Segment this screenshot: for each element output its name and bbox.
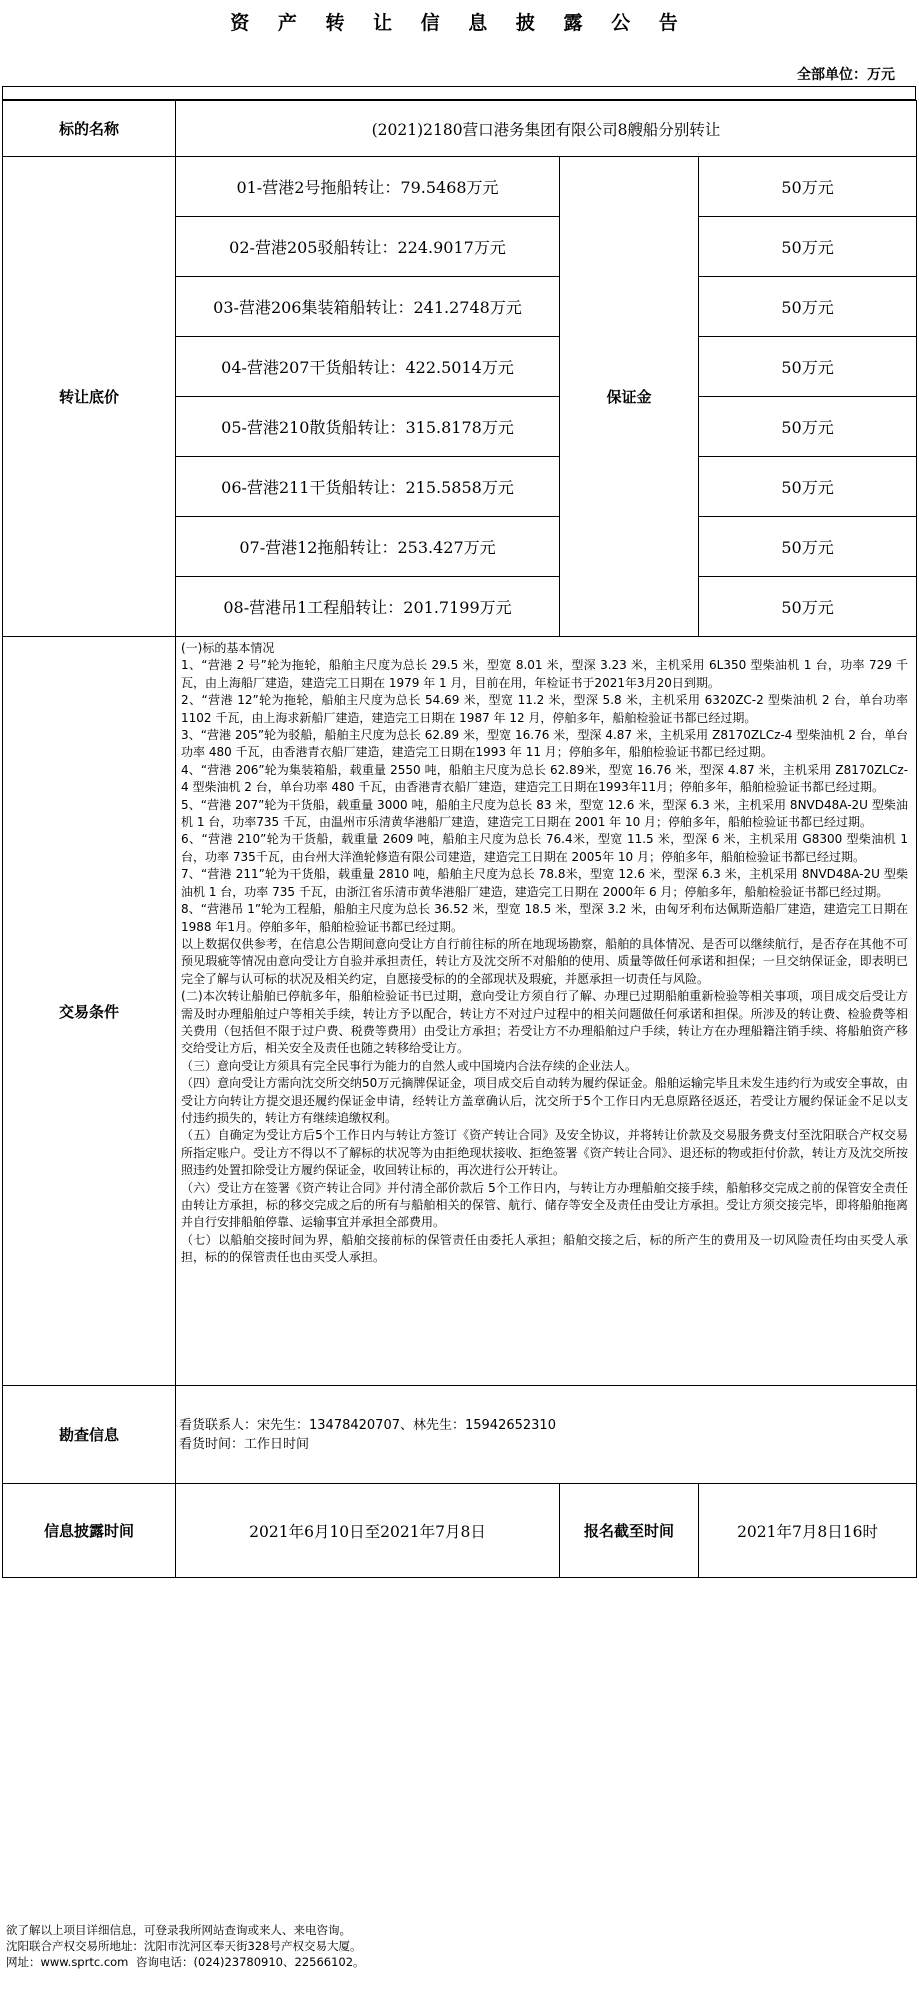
condition-paragraph: 3、“营港 205”轮为驳船，船舶主尺度为总长 62.89 米，型宽 16.76 米，型深 4.87 米，主机采用 Z8170ZLCz-4 型柴油机 2 台，单台功率 480 千瓦，由香港青衣船厂建造，建造完工日期在1993 年 11 月；停舶多年，船舶检验证书都已经过期。 — [181, 728, 909, 760]
subject-row — [3, 101, 917, 157]
condition-paragraph: (一)标的基本情况 — [181, 641, 275, 655]
condition-paragraph: 7、“营港 211”轮为干货船，载重量 2810 吨，船舶主尺度为总长 78.8米，型宽 12.6 米，型深 6.3 米，主机采用 8NVD48A-2U 型柴油机 1 台，功率 735 千瓦，由浙江省乐清市黄华港船厂建造，建造完工日期在 2000年 6 月；停舶多年，船舶检验证书都已经过期。 — [181, 867, 909, 899]
footer-website: 网址：www.sprtc.com — [6, 1955, 129, 1969]
lot-deposit: 50万元 — [699, 517, 917, 577]
survey-text — [176, 1386, 917, 1484]
page-title: 资 产 转 让 信 息 披 露 公 告 — [230, 12, 689, 34]
lot-item: 02-营港205驳船转让：224.9017万元 — [176, 217, 560, 277]
disclosure-label: 信息披露时间 — [3, 1484, 176, 1578]
lot-item: 08-营港吊1工程船转让：201.7199万元 — [176, 577, 560, 637]
lot-deposit: 50万元 — [699, 337, 917, 397]
announcement-table — [2, 100, 917, 1578]
unit-note: 全部单位：万元 — [797, 67, 895, 83]
condition-paragraph: （五）自确定为受让方后5个工作日内与转让方签订《资产转让合同》及安全协议，并将转让价款及交易服务费支付至沈阳联合产权交易所指定账户。受让方不得以不了解标的状况等为由拒绝现状接收、拒绝签署《资产转让合同》、退还标的物或拒付价款，转让方及沈交所按照违约处置扣除受让方履约保证金，收回转让标的，再次进行公开转让。 — [181, 1128, 909, 1178]
condition-paragraph: （六）受让方在签署《资产转让合同》并付清全部价款后 5个工作日内，与转让方办理船舶交接手续，船舶移交完成之前的保管安全责任由转让方承担，标的移交完成之后的所有与船舶相关的保管、航行、储存等安全及责任由受让方承担。受让方须交接完毕，即将船舶拖离并自行安排船舶停靠、运输事宜并承担全部费用。 — [181, 1180, 909, 1230]
deposit-label: 保证金 — [560, 157, 699, 637]
condition-paragraph: 8、“营港吊 1”轮为工程船，船舶主尺度为总长 36.52 米，型宽 18.5 米，型深 3.2 米，由匈牙利布达佩斯造船厂建造，建造完工日期在 1988 年1月。停舶多年，船舶检验证书都已经过期。 — [181, 902, 909, 934]
footer-phone: 咨询电话：(024)23780910、22566102。 — [136, 1955, 365, 1969]
lot-item: 06-营港211干货船转让：215.5858万元 — [176, 457, 560, 517]
subject-value: (2021)2180营口港务集团有限公司8艘船分别转让 — [176, 101, 917, 157]
lot-deposit: 50万元 — [699, 217, 917, 277]
condition-paragraph: 5、“营港 207”轮为干货船，载重量 3000 吨，船舶主尺度为总长 83 米，型宽 12.6 米，型深 6.3 米，主机采用 8NVD48A-2U 型柴油机 1 台，功率735 千瓦，由温州市乐清黄华港船厂建造，建造完工日期在 2001 年 10 月；停舶多年，船舶检验证书都已经过期。 — [181, 797, 909, 830]
condition-paragraph: 以上数据仅供参考，在信息公告期间意向受让方自行前往标的所在地现场勘察，船舶的具体情况、是否可以继续航行，是否存在其他不可预见瑕疵等情况由意向受让方自验并承担责任，转让方及沈交所不对船舶的使用、质量等做任何承诺和担保；一旦交纳保证金，即表明已完全了解与认可标的状况及相关约定，自愿接受标的的全部现状及瑕疵，并愿承担一切责任与风险。 — [181, 936, 909, 986]
lot-deposit: 50万元 — [699, 457, 917, 517]
lot-item: 03-营港206集装箱船转让：241.2748万元 — [176, 277, 560, 337]
lot-item: 01-营港2号拖船转让：79.5468万元 — [176, 157, 560, 217]
survey-row — [3, 1386, 917, 1484]
footer-note — [6, 1922, 365, 1970]
condition-paragraph: 2、“营港 12”轮为拖轮，船舶主尺度为总长 54.69 米，型宽 11.2 米，型深 5.8 米，主机采用 6320ZC-2 型柴油机 2 台，单台功率 1102 千瓦，由上海求新船厂建造，建造完工日期在 1987 年 12 月，停舶多年，船舶检验证书都已经过期。 — [181, 693, 909, 725]
condition-paragraph: (二)本次转让船舶已停航多年，船舶检验证书已过期，意向受让方须自行了解、办理已过期船舶重新检验等相关事项，项目成交后受让方需及时办理船舶过户等相关手续，转让方予以配合，转让方不对过户过程中的相关问题做任何承诺和担保。所涉及的转让费、检验费等相关费用（包括但不限于过户费、税费等费用）由受让方承担；若受让方不办理船舶过户手续，转让方在办理船籍注销手续、将船舶资产移交给受让方后，相关安全及责任也随之转移给受让方。 — [181, 989, 909, 1056]
conditions-text — [176, 637, 917, 1386]
lot-item: 05-营港210散货船转让：315.8178万元 — [176, 397, 560, 457]
lot-item: 04-营港207干货船转让：422.5014万元 — [176, 337, 560, 397]
survey-contact: 看货联系人：宋先生：13478420707、林先生：15942652310 — [179, 1417, 556, 1433]
condition-paragraph: 4、“营港 206”轮为集装箱船，载重量 2550 吨，船舶主尺度为总长 62.89米，型宽 16.76 米，型深 4.87 米，主机采用 Z8170ZLCz-4 型柴油机 2 台，单台功率 480 千瓦，由香港青衣船厂建造，建造完工日期在1993年11月；停舶多年，船舶检验证书都已经过期。 — [181, 762, 909, 795]
lot-deposit: 50万元 — [699, 397, 917, 457]
disclosure-value: 2021年6月10日至2021年7月8日 — [176, 1484, 560, 1578]
condition-paragraph: 1、“营港 2 号”轮为拖轮，船舶主尺度为总长 29.5 米，型宽 8.01 米，型深 3.23 米，主机采用 6L350 型柴油机 1 台，功率 729 千瓦，由上海船厂建造，建造完工日期在 1979 年 1 月，目前在用，年检证书于2021年3月20日到期。 — [181, 658, 909, 690]
condition-paragraph: （三）意向受让方须具有完全民事行为能力的自然人或中国境内合法存续的企业法人。 — [181, 1058, 638, 1073]
condition-paragraph: （四）意向受让方需向沈交所交纳50万元摘牌保证金，项目成交后自动转为履约保证金。船舶运输完毕且未发生违约行为或安全事故，由受让方向转让方提交退还履约保证金申请，经转让方盖章确认后，沈交所于5个工作日内无息原路径返还，若受让方履约保证金不足以支付违约损失的，转让方有继续追缴权利。 — [181, 1076, 909, 1125]
footer-line — [6, 1954, 365, 1970]
price-label: 转让底价 — [3, 157, 176, 637]
survey-time: 看货时间：工作日时间 — [179, 1436, 310, 1452]
header-bar — [2, 86, 916, 100]
subject-label: 标的名称 — [3, 101, 176, 157]
lot-deposit: 50万元 — [699, 577, 917, 637]
condition-paragraph: 6、“营港 210”轮为干货船，载重量 2609 吨，船舶主尺度为总长 76.4米，型宽 11.5 米，型深 6 米，主机采用 G8300 型柴油机 1 台，功率 735千瓦，由台州大洋渔轮修造有限公司建造，建造完工日期在 2005年 10 月；停舶多年，船舶检验证书都已经过期。 — [181, 832, 909, 864]
condition-paragraph: （七）以船舶交接时间为界，船舶交接前标的保管责任由委托人承担；船舶交接之后，标的所产生的费用及一切风险责任均由买受人承担，标的的保管责任也由买受人承担。 — [181, 1232, 909, 1265]
conditions-label: 交易条件 — [3, 637, 176, 1386]
lot-deposit: 50万元 — [699, 277, 917, 337]
lot-item: 07-营港12拖船转让：253.427万元 — [176, 517, 560, 577]
lot-row — [3, 157, 917, 217]
disclosure-row — [3, 1484, 917, 1578]
conditions-row — [3, 637, 917, 1386]
deadline-value: 2021年7月8日16时 — [699, 1484, 917, 1578]
survey-label: 勘查信息 — [3, 1386, 176, 1484]
lot-deposit: 50万元 — [699, 157, 917, 217]
deadline-label: 报名截至时间 — [560, 1484, 699, 1578]
footer-line: 欲了解以上项目详细信息，可登录我所网站查询或来人、来电咨询。 — [6, 1923, 351, 1937]
footer-line: 沈阳联合产权交易所地址：沈阳市沈河区奉天街328号产权交易大厦。 — [6, 1939, 362, 1953]
